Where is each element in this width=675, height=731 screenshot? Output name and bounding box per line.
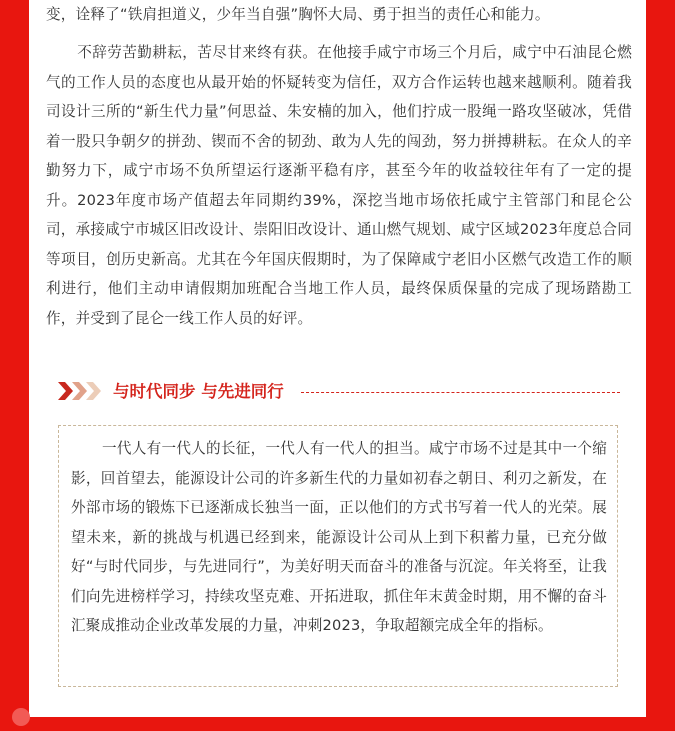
section-header	[58, 378, 620, 406]
quote-text: 一代人有一代人的长征，一代人有一代人的担当。咸宁市场不过是其中一个缩影，回首望去，能源设计公司的许多新生代的力量如初春之朝日、利刃之新发，在外部市场的锻炼下已逐渐成长独当一面，正以他们的方式书写着一代人的光荣。展望未来，新的挑战与机遇已经到来，能源设计公司从上到下积蓄力量，已充分做好“与时代同步，与先进同行”，为美好明天而奋斗的准备与沉淀。年关将至，让我们向先进榜样学习，持续攻坚克难、开拓进取，抓住年末黄金时期，用不懈的奋斗汇聚成推动企业改革发展的力量，冲刺2023，争取超额完成全年的指标。	[71, 440, 607, 634]
paragraph-1-text: 变，诠释了“铁肩担道义，少年当自强”胸怀大局、勇于担当的责任心和能力。	[46, 6, 550, 23]
paragraph-2-text: 不辞劳苦勤耕耘，苦尽甘来终有获。在他接手咸宁市场三个月后，咸宁中石油昆仑燃气的工作人员的态度也从最开始的怀疑转变为信任，双方合作运转也越来越顺利。随着我司设计三所的“新生代力量”何思益、朱安楠的加入，他们拧成一股绳一路攻坚破冰，凭借着一股只争朝夕的拼劲、锲而不舍的韧劲、敢为人先的闯劲，努力拼搏耕耘。在众人的辛勤努力下，咸宁市场不负所望运行逐渐平稳有序，甚至今年的收益较往年有了一定的提升。2023年度市场产值超去年同期约39%，深挖当地市场依托咸宁主管部门和昆仑公司，承接咸宁市城区旧改设计、崇阳旧改设计、通山燃气规划、咸宁区域2023年度总合同等项目，创历史新高。尤其在今年国庆假期时，为了保障咸宁老旧小区燃气改造工作的顺利进行，他们主动申请假期加班配合当地工作人员，最终保质保量的完成了现场踏勘工作，并受到了昆仑一线工作人员的好评。	[46, 44, 632, 327]
quote-paragraph	[71, 434, 607, 641]
paragraph-1	[46, 0, 632, 30]
paragraph-2	[46, 38, 632, 333]
bottom-band	[0, 717, 675, 731]
section-divider	[301, 392, 620, 393]
section-title: 与时代同步 与先进同行	[113, 382, 284, 401]
corner-dot	[12, 708, 30, 726]
quote-box	[58, 425, 618, 687]
